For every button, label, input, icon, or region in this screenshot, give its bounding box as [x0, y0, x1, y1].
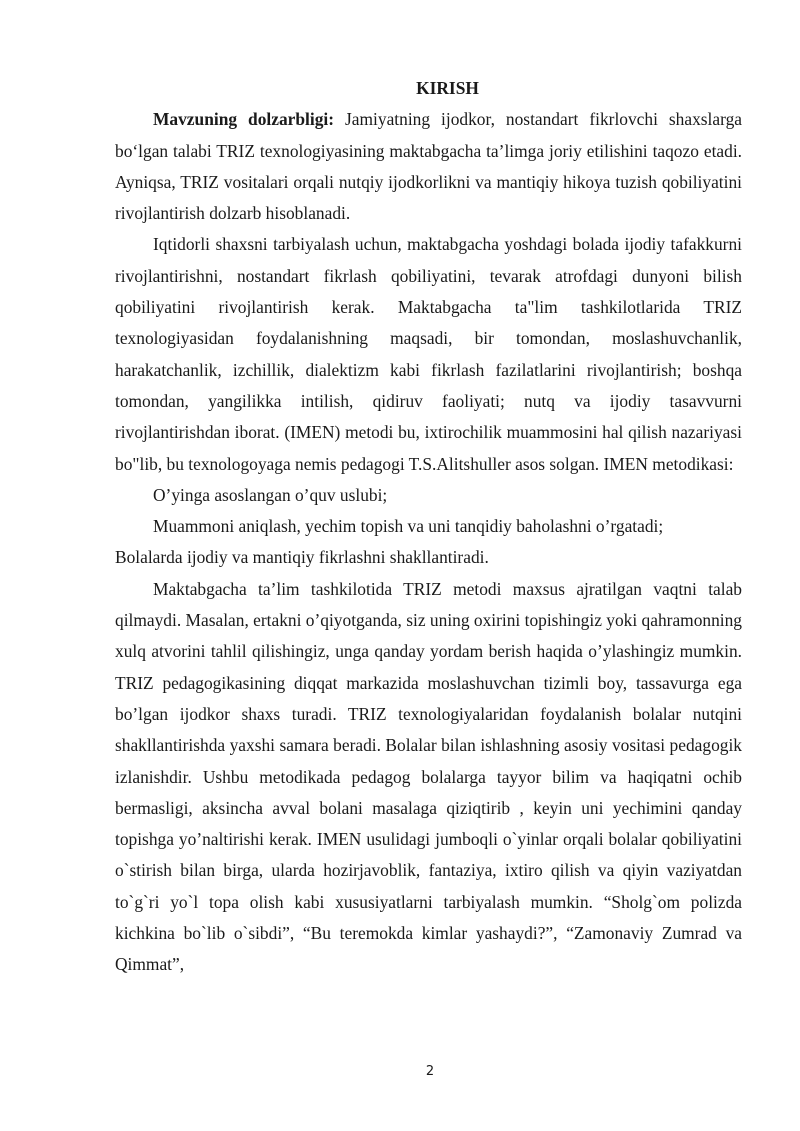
relevance-text: Jamiyatning ijodkor, nostandart fikrlovchi shaxslarga bo‘lgan talabi TRIZ texnologiyasining maktabgacha ta’limga joriy etilishini taqozo etadi. Ayniqsa, TRIZ vositalari orqali nutqiy ijodkorlikni va mantiqiy hikoya tuzish qobiliyatini rivojlantirish dolzarb hisoblanadi. — [115, 109, 742, 224]
section-title: KIRISH — [416, 78, 479, 98]
paragraph-list-item-1: O’yinga asoslangan o’quv uslubi; — [153, 484, 388, 505]
paragraph-relevance — [115, 104, 742, 229]
paragraph-list-item-3: Bolalarda ijodiy va mantiqiy fikrlashni shakllantiradi. — [115, 547, 489, 568]
page-number: 2 — [425, 1064, 435, 1079]
relevance-lead: Mavzuning dolzarbligi: — [153, 109, 335, 130]
page-content — [115, 73, 742, 981]
paragraph-triz-method: Maktabgacha ta’lim tashkilotida TRIZ metodi maxsus ajratilgan vaqtni talab qilmaydi. Masalan, ertakni o’qiyotganda, siz uning oxirini topishingiz yoki qahramonning xulq atvorini tahlil qilishingiz, unga qanday yordam berish haqida o’ylashingiz mumkin. TRIZ pedagogikasining diqqat markazida moslashuvchan tizimli boy, tassavurga ega bo’lgan ijodkor shaxs turadi. TRIZ texnologiyalaridan foydalanish bolalar nutqini shakllantirishda yaxshi samara beradi. Bolalar bilan ishlashning asosiy vositasi pedagogik izlanishdir. Ushbu metodikada pedagog bolalarga tayyor bilim va haqiqatni ochib bermasligi, aksincha avval bolani masalaga qiziqtirib , keyin uni yechimini qanday topishga yo’naltirishi kerak. IMEN usulidagi jumboqli o`yinlar orqali bolalar qobiliyatini o`stirish bilan birga, ularda hozirjavoblik, fantaziya, ixtiro qilish va qiyin vaziyatdan to`g`ri yo`l topa olish kabi xususiyatlarni tarbiyalash mumkin. “Sholg`om polizda kichkina bo`lib o`sibdi”, “Bu teremokda kimlar yashaydi?”, “Zamonaviy Zumrad va Qimmat”, — [115, 578, 742, 975]
paragraph-list-item-2: Muammoni aniqlash, yechim topish va uni tanqidiy baholashni o’rgatadi; — [153, 516, 664, 537]
paragraph-gifted-personality: Iqtidorli shaxsni tarbiyalash uchun, maktabgacha yoshdagi bolada ijodiy tafakkurni rivojlantirishni, nostandart fikrlash qobiliyatini, tevarak atrofdagi dunyoni bilish qobiliyatini rivojlantirish kerak. Maktabgacha ta"lim tashkilotlarida TRIZ texnologiyasidan foydalanishning maqsadi, bir tomondan, moslashuvchanlik, harakatchanlik, izchillik, dialektizm kabi fikrlash fazilatlarini rivojlantirish; boshqa tomondan, yangilikka intilish, qidiruv faoliyati; nutq va ijodiy tasavvurni rivojlantirishdan iborat. (IMEN) metodi bu, ixtirochilik muammosini hal qilish nazariyasi bo"lib, bu texnologoyaga nemis pedagogi T.S.Alitshuller asos solgan. IMEN metodikasi: — [115, 234, 742, 474]
